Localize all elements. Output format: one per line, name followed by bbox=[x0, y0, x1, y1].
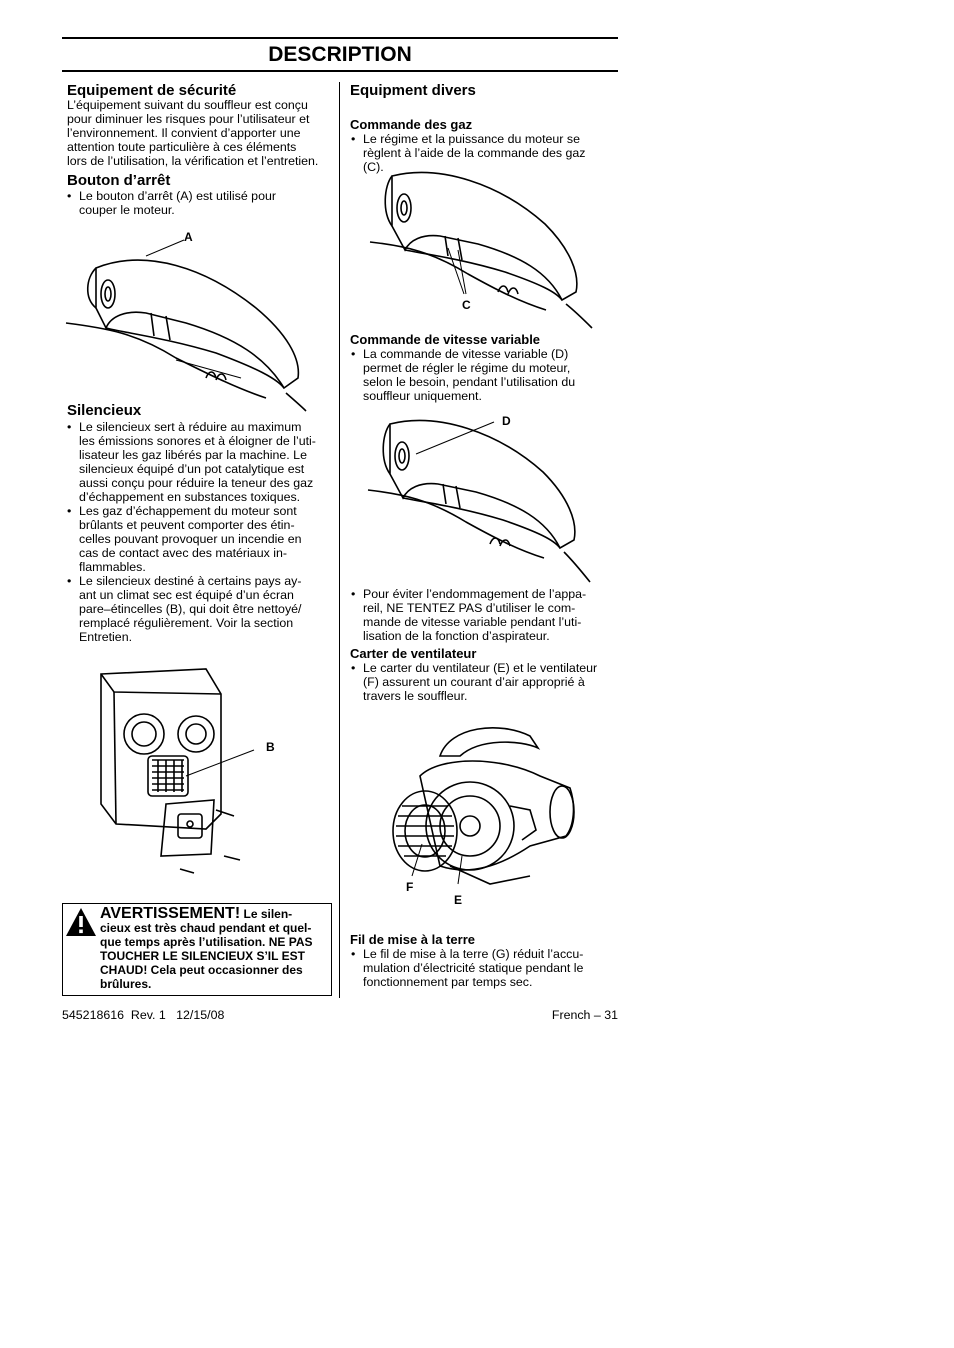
text-line: lisation de la fonction d’aspirateur. bbox=[363, 629, 550, 643]
page-title: DESCRIPTION bbox=[268, 43, 412, 66]
heading-bouton: Bouton d’arrêt bbox=[67, 172, 171, 189]
text-line: brûlants et peuvent comporter des étin- bbox=[79, 518, 295, 532]
text-line: selon le besoin, pendant l’utilisation du bbox=[363, 375, 576, 389]
text-line: fonctionnement par temps sec. bbox=[363, 975, 533, 989]
text-line: La commande de vitesse variable (D) bbox=[363, 347, 569, 361]
list-item: • Le fil de mise à la terre (G) réduit l’accu- mulation d’électricité statique pendant le fonctionnement par temps sec. bbox=[351, 947, 619, 989]
text-line: d’échappement en substances toxiques. bbox=[79, 490, 301, 504]
text-line: les émissions sonores et à éloigner de l’uti- bbox=[79, 434, 316, 448]
text-line: mulation d’électricité statique pendant le bbox=[363, 961, 584, 975]
text-line: (C). bbox=[363, 160, 384, 174]
text-line: l’environnement. Il convient d’apporter une bbox=[67, 126, 301, 140]
text-line: Pour éviter l’endommagement de l’appa- bbox=[363, 587, 587, 601]
text-line: cieux est très chaud pendant et quel- bbox=[100, 921, 312, 935]
top-rule bbox=[62, 37, 618, 39]
text-line: celles pouvant provoquer un incendie en bbox=[79, 532, 302, 546]
list-item: • Les gaz d’échappement du moteur sont brûlants et peuvent comporter des étin- celles pouvant provoquer un incendie en cas de contact avec des matériaux in- flammables. bbox=[67, 504, 337, 574]
fig-label-e: E bbox=[454, 893, 463, 907]
heading-silencieux: Silencieux bbox=[67, 402, 142, 419]
text-securite bbox=[67, 98, 337, 168]
text-line: couper le moteur. bbox=[79, 203, 175, 217]
text-line: travers le souffleur. bbox=[363, 689, 468, 703]
heading-securite: Equipement de sécurité bbox=[67, 82, 237, 99]
list-vitesse-note bbox=[351, 587, 619, 643]
text-line: Les gaz d’échappement du moteur sont bbox=[79, 504, 297, 518]
text-line: lors de l’utilisation, la vérification et l’entretien. bbox=[67, 154, 319, 168]
heading-gaz: Commande des gaz bbox=[350, 117, 473, 132]
text-line: Le carter du ventilateur (E) et le ventilateur bbox=[363, 661, 598, 675]
figure-handle-c bbox=[370, 164, 602, 332]
text-line: ant un climat sec est équipé d’un écran bbox=[79, 588, 294, 602]
fig-label-a: A bbox=[184, 230, 193, 244]
figure-muffler-b bbox=[96, 664, 276, 884]
text-line: L’équipement suivant du souffleur est conçu bbox=[67, 98, 308, 112]
text-line: CHAUD! Cela peut occasionner des bbox=[100, 963, 303, 977]
text-line: attention toute particulière à ces éléments bbox=[67, 140, 297, 154]
footer-right: French – 31 bbox=[551, 1008, 618, 1022]
text-line: mande de vitesse variable pendant l’uti- bbox=[363, 615, 582, 629]
heading-carter: Carter de ventilateur bbox=[350, 646, 477, 661]
list-item: • Pour éviter l’endommagement de l’appa- reil, NE TENTEZ PAS d’utiliser le com- mande de vitesse variable pendant l’uti- lisation de la fonction d’aspirateur. bbox=[351, 587, 619, 643]
title-rule bbox=[62, 70, 618, 72]
leader-line-d bbox=[416, 422, 494, 454]
text-line: flammables. bbox=[79, 560, 146, 574]
leader-line-b bbox=[186, 750, 254, 776]
list-item: • Le carter du ventilateur (E) et le ventilateur (F) assurent un courant d’air approprié à travers le souffleur. bbox=[351, 661, 619, 703]
text-line: Le bouton d’arrêt (A) est utilisé pour bbox=[79, 189, 276, 203]
warning-text bbox=[100, 907, 330, 991]
list-silencieux bbox=[67, 420, 337, 644]
text-line: brûlures. bbox=[100, 977, 152, 991]
list-item: • Le silencieux sert à réduire au maximum les émissions sonores et à éloigner de l’uti- lisateur les gaz libérés par la machine. Le silencieux équipé d’un pot catalytique est aussi conçu pour réduire la teneur des gaz d’échappement en substances toxiques. bbox=[67, 420, 337, 504]
text-line: pour diminuer les risques pour l’utilisateur et bbox=[67, 112, 310, 126]
list-fil bbox=[351, 947, 619, 989]
warning-first-tail: Le silen- bbox=[240, 907, 293, 921]
warning-box bbox=[62, 903, 332, 996]
text-line: silencieux équipé d’un pot catalytique est bbox=[79, 462, 305, 476]
text-line: Entretien. bbox=[79, 630, 133, 644]
text-line: règlent à l’aide de la commande des gaz bbox=[363, 146, 586, 160]
fig-label-c: C bbox=[462, 298, 471, 312]
text-line: Le silencieux destiné à certains pays ay- bbox=[79, 574, 302, 588]
text-line: cas de contact avec des matériaux in- bbox=[79, 546, 287, 560]
figure-blower-ef bbox=[380, 716, 580, 891]
leader-line-a bbox=[146, 240, 184, 256]
text-line: TOUCHER LE SILENCIEUX S’IL EST bbox=[100, 949, 305, 963]
text-line: pare–étincelles (B), qui doit être nettoyé/ bbox=[79, 602, 302, 616]
text-line: reil, NE TENTEZ PAS d’utiliser le com- bbox=[363, 601, 576, 615]
list-vitesse bbox=[351, 347, 619, 403]
heading-equipment-divers: Equipment divers bbox=[350, 82, 476, 99]
text-line: remplacé régulièrement. Voir la section bbox=[79, 616, 294, 630]
text-line: aussi conçu pour réduire la teneur des gaz bbox=[79, 476, 314, 490]
list-item: • Le régime et la puissance du moteur se règlent à l’aide de la commande des gaz (C). bbox=[351, 132, 619, 174]
warning-icon bbox=[65, 907, 97, 937]
heading-fil: Fil de mise à la terre bbox=[350, 932, 476, 947]
fig-label-f: F bbox=[406, 880, 414, 894]
text-line: souffleur uniquement. bbox=[363, 389, 482, 403]
list-item: • La commande de vitesse variable (D) permet de régler le régime du moteur, selon le besoin, pendant l’utilisation du souffleur uniquement. bbox=[351, 347, 619, 403]
heading-vitesse: Commande de vitesse variable bbox=[350, 332, 541, 347]
figure-handle-d bbox=[368, 412, 600, 584]
list-bouton bbox=[67, 189, 337, 217]
fig-label-b: B bbox=[266, 740, 275, 754]
text-line: Le régime et la puissance du moteur se bbox=[363, 132, 580, 146]
warning-title: AVERTISSEMENT! bbox=[100, 905, 241, 922]
column-divider bbox=[339, 82, 340, 998]
figure-handle-a bbox=[66, 228, 316, 413]
warning-first-line bbox=[100, 907, 330, 921]
list-item: • Le bouton d’arrêt (A) est utilisé pour couper le moteur. bbox=[67, 189, 337, 217]
text-line: lisateur les gaz libérés par la machine. Le bbox=[79, 448, 307, 462]
list-carter bbox=[351, 661, 619, 703]
text-line: que temps après l’utilisation. NE PAS bbox=[100, 935, 313, 949]
text-line: permet de régler le régime du moteur, bbox=[363, 361, 571, 375]
text-line: (F) assurent un courant d’air approprié à bbox=[363, 675, 585, 689]
text-line: Le silencieux sert à réduire au maximum bbox=[79, 420, 302, 434]
fig-label-d: D bbox=[502, 414, 511, 428]
list-item: • Le silencieux destiné à certains pays ay- ant un climat sec est équipé d’un écran pare–étincelles (B), qui doit être nettoyé/ remplacé régulièrement. Voir la section Entretien. bbox=[67, 574, 337, 644]
text-line: Le fil de mise à la terre (G) réduit l’accu- bbox=[363, 947, 584, 961]
footer-left: 545218616 Rev. 1 12/15/08 bbox=[62, 1008, 225, 1022]
